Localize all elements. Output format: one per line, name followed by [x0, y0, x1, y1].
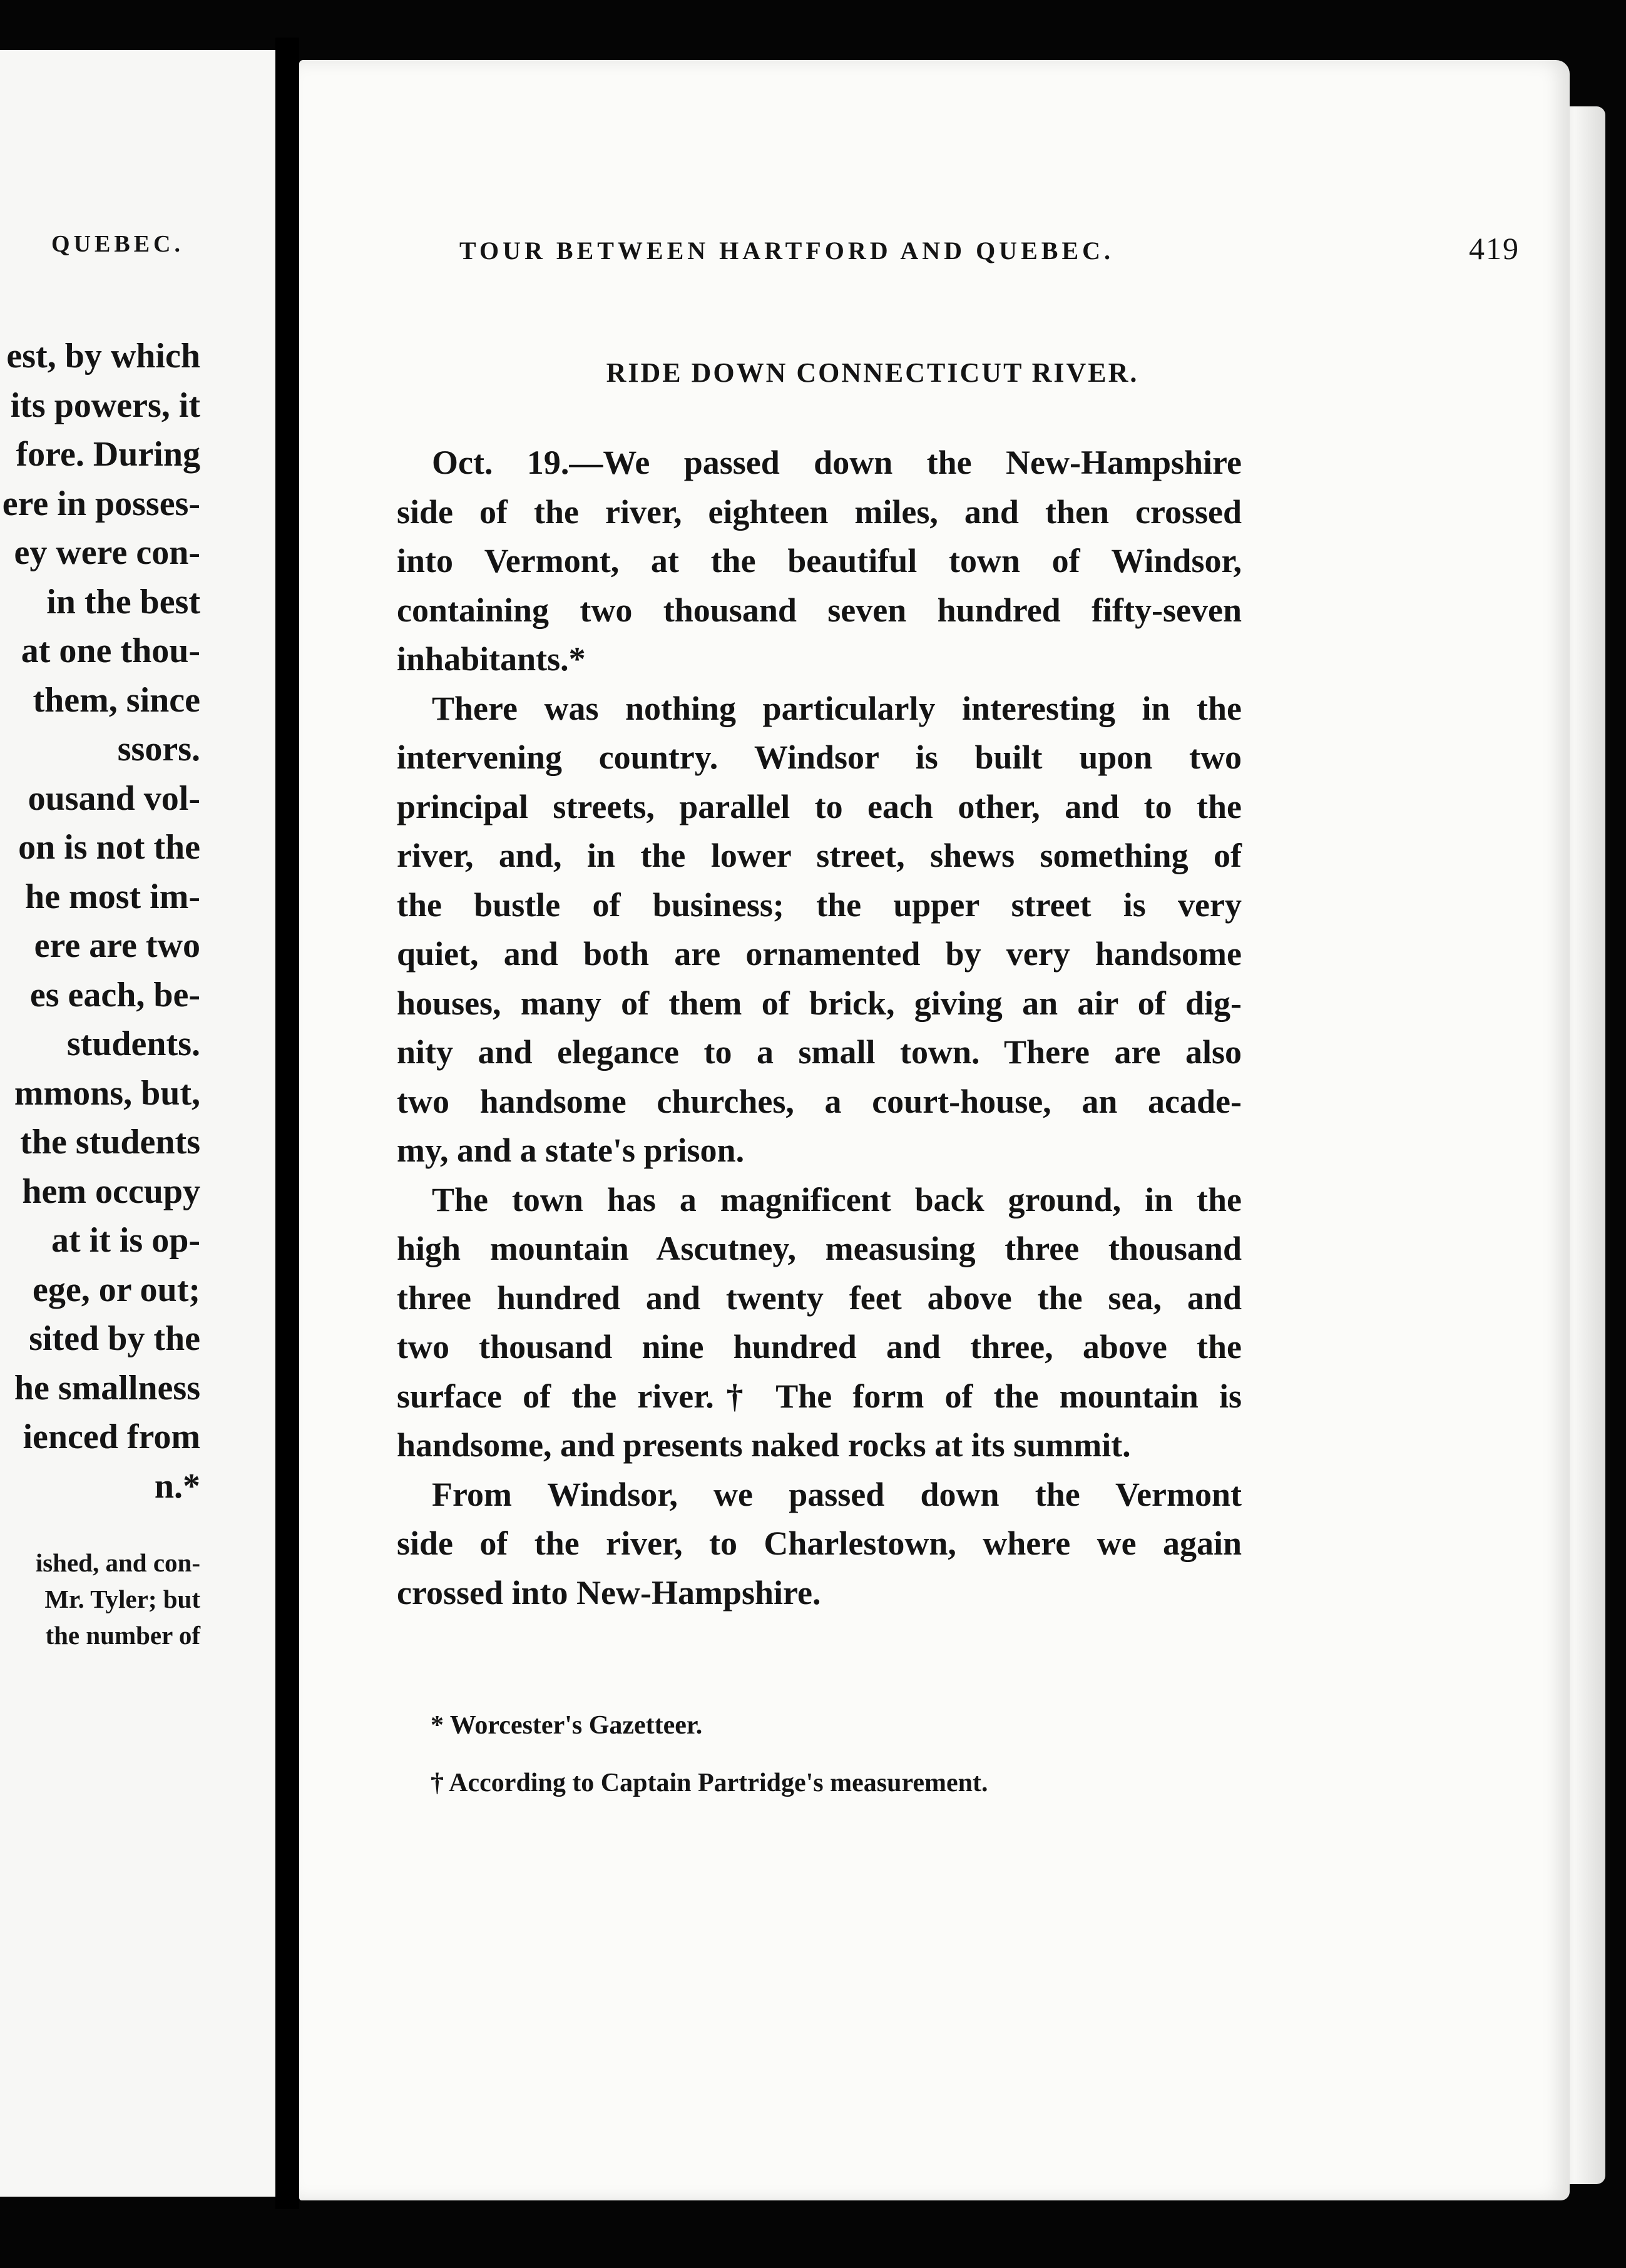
running-head-title: TOUR BETWEEN HARTFORD AND QUEBEC. [459, 237, 1114, 265]
text-line: the bustle of business; the upper street is very [397, 886, 1242, 924]
left-line: fore. During [16, 435, 200, 474]
left-line: ousand vol- [28, 779, 200, 818]
footnotes [431, 1707, 1244, 1822]
text-line: handsome, and presents naked rocks at its summit. [397, 1426, 1131, 1464]
left-footnotes [0, 1545, 200, 1653]
right-page [299, 60, 1570, 2200]
text-line: high mountain Ascutney, measusing three thousand [397, 1230, 1242, 1267]
left-line: ere are two [34, 926, 200, 965]
left-line: at it is op- [51, 1221, 200, 1260]
left-line: the students [20, 1123, 200, 1162]
left-line: he most im- [25, 877, 200, 916]
text-line: crossed into New-Hampshire. [397, 1573, 821, 1612]
left-line: n.* [154, 1466, 200, 1506]
left-line: ey were con- [14, 533, 200, 572]
running-head [459, 230, 1520, 267]
left-page-fragment [0, 50, 279, 2197]
text-line: There was nothing particularly interesting in the [432, 689, 1242, 727]
footnote: * Worcester's Gazetteer. [431, 1711, 703, 1740]
left-line: in the best [46, 582, 200, 621]
left-running-head: QUEBEC. [51, 231, 184, 257]
text-line: my, and a state's prison. [397, 1131, 745, 1169]
text-line: houses, many of them of brick, giving an air of dig- [397, 984, 1242, 1022]
text-line: intervening country. Windsor is built upon two [397, 738, 1242, 776]
left-line: ege, or out; [33, 1270, 200, 1309]
text-line: three hundred and twenty feet above the sea, and [397, 1279, 1242, 1317]
book-gutter [275, 38, 299, 2209]
body-text [397, 438, 1242, 1617]
text-line: Oct. 19.—We passed down the New-Hampshire [432, 444, 1242, 481]
left-line: he smallness [14, 1368, 200, 1407]
page-number: 419 [1469, 231, 1520, 266]
text-line: quiet, and both are ornamented by very handsome [397, 935, 1242, 973]
left-footnote-line: the number of [45, 1621, 200, 1650]
left-line: students. [66, 1024, 200, 1063]
left-line: on is not the [18, 828, 200, 867]
text-line: two handsome churches, a court-house, an acade- [397, 1082, 1242, 1120]
left-line: mmons, but, [14, 1073, 200, 1113]
text-line: two thousand nine hundred and three, above the [397, 1328, 1242, 1366]
text-line: inhabitants.* [397, 640, 586, 678]
text-line: side of the river, to Charlestown, where we again [397, 1525, 1242, 1562]
text-line: The town has a magnificent back ground, in the [432, 1180, 1242, 1218]
text-line: containing two thousand seven hundred fifty-seven [397, 591, 1242, 629]
left-line: est, by which [6, 337, 200, 375]
text-line: into Vermont, at the beautiful town of Windsor, [397, 542, 1242, 580]
text-line: surface of the river.† The form of the mountain is [397, 1377, 1242, 1415]
left-line: es each, be- [29, 975, 200, 1014]
left-line: sited by the [29, 1319, 200, 1358]
left-body-text [0, 332, 200, 1511]
section-title: RIDE DOWN CONNECTICUT RIVER. [606, 357, 1139, 388]
left-line: at one thou- [21, 631, 200, 670]
text-line: From Windsor, we passed down the Vermont [432, 1475, 1242, 1513]
left-line: hem occupy [22, 1172, 200, 1211]
text-line: river, and, in the lower street, shews something of [397, 837, 1242, 874]
text-line: side of the river, eighteen miles, and then crossed [397, 493, 1242, 531]
left-line: ienced from [23, 1418, 200, 1456]
left-line: ssors. [117, 730, 200, 769]
left-line: them, since [33, 680, 200, 720]
left-line: ere in posses- [2, 484, 200, 523]
left-footnote-line: ished, and con- [35, 1548, 200, 1577]
text-line: nity and elegance to a small town. There are also [397, 1033, 1242, 1071]
left-line: its powers, it [10, 386, 200, 425]
footnote: † According to Captain Partridge's measurement. [431, 1769, 988, 1797]
left-footnote-line: Mr. Tyler; but [44, 1585, 200, 1613]
text-line: principal streets, parallel to each other, and to the [397, 787, 1242, 825]
